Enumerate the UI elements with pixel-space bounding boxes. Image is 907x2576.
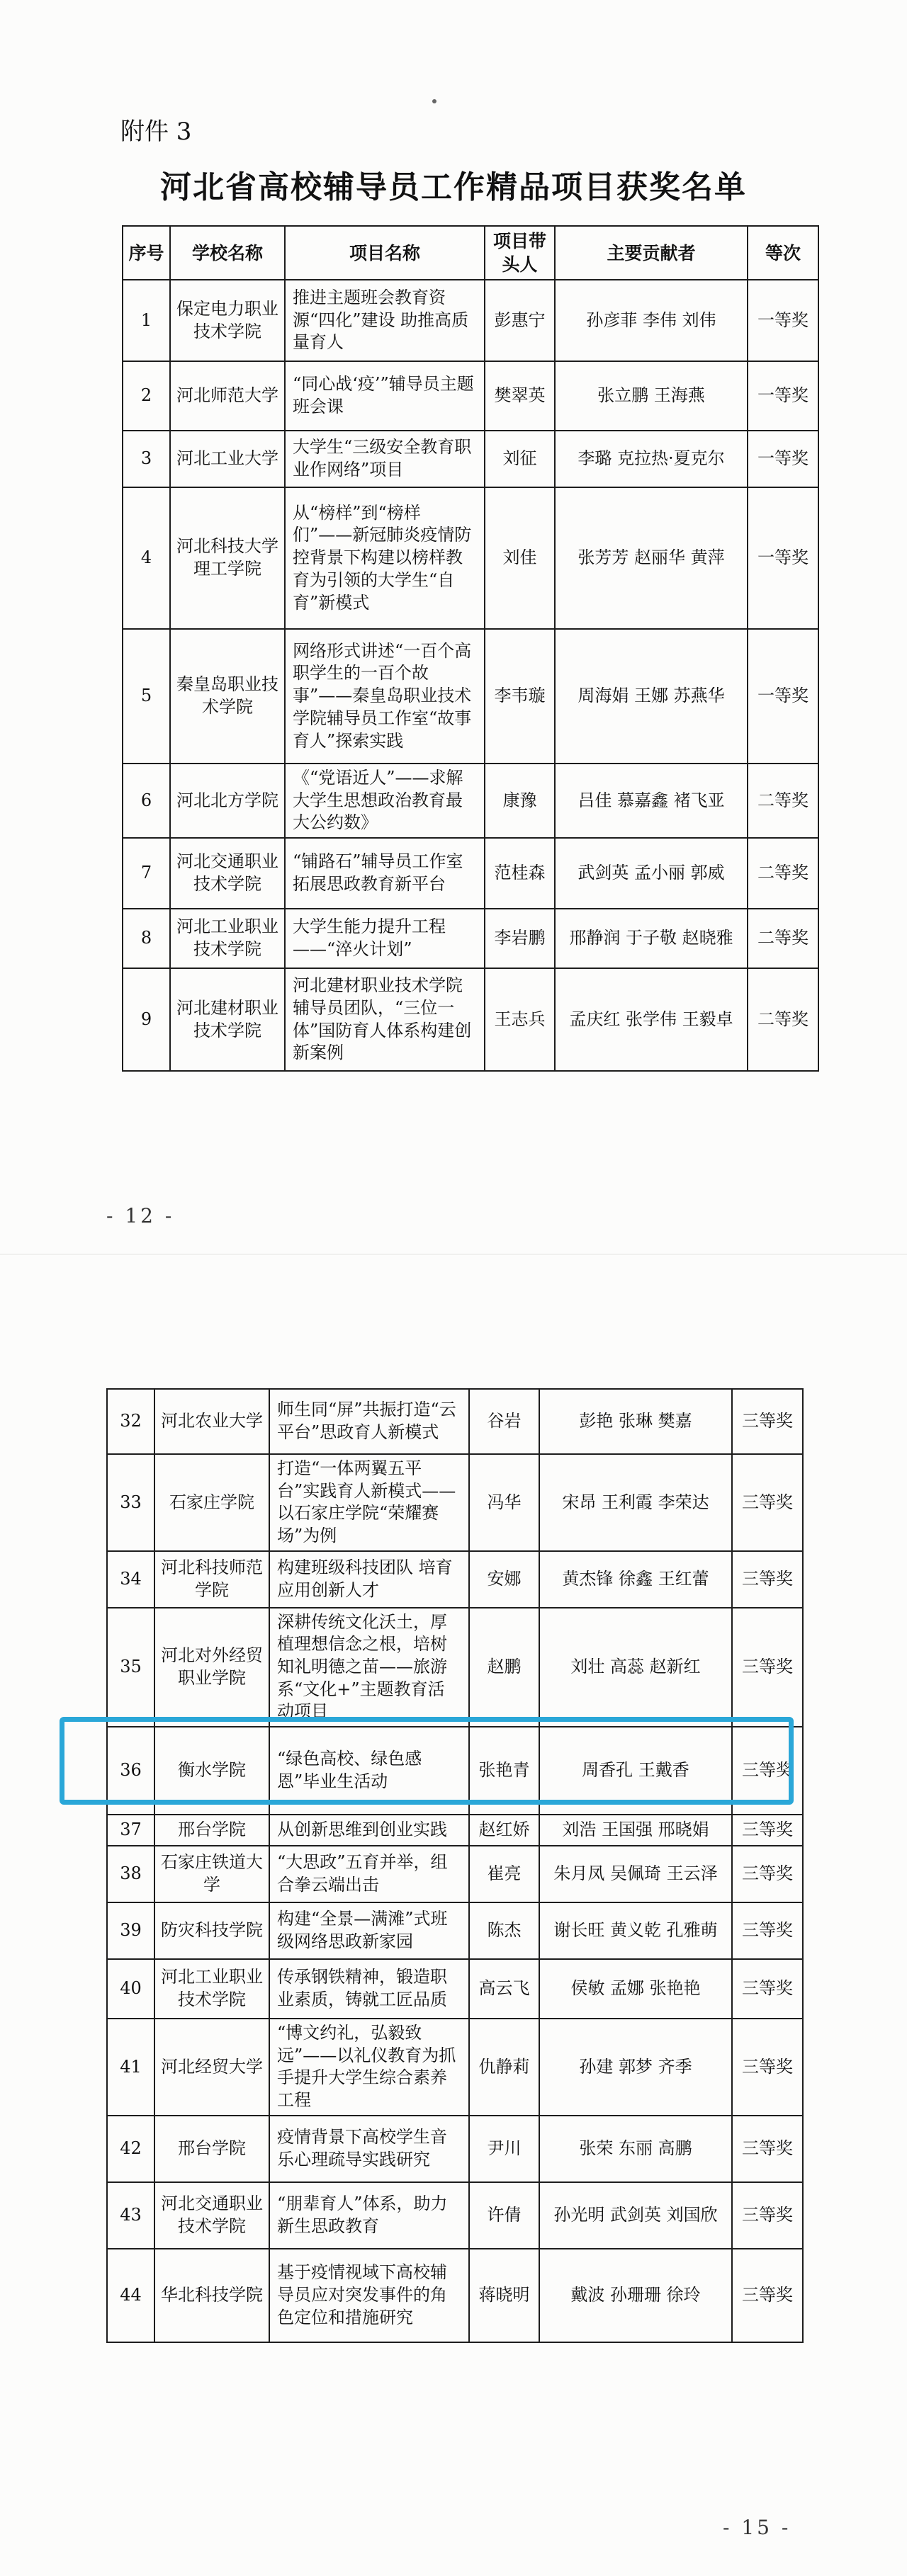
header-leader: 项目带头人 (485, 226, 555, 280)
cell-leader: 谷岩 (469, 1389, 539, 1454)
cell-no: 9 (123, 968, 170, 1071)
cell-contributors: 孙建 郭梦 齐季 (539, 2019, 732, 2116)
cell-contributors: 周海娟 王娜 苏燕华 (555, 629, 748, 764)
cell-no: 38 (107, 1846, 154, 1902)
table-row (107, 2182, 803, 2249)
cell-school: 河北科技大学理工学院 (170, 487, 285, 629)
cell-school: 石家庄铁道大学 (154, 1846, 269, 1902)
cell-no: 3 (123, 431, 170, 487)
table-row (123, 968, 818, 1071)
cell-contributors: 张荣 东丽 高鹏 (539, 2116, 732, 2182)
cell-rank: 三等奖 (732, 1846, 803, 1902)
cell-leader: 仇静莉 (469, 2019, 539, 2116)
header-rank: 等次 (748, 226, 818, 280)
cell-rank: 二等奖 (748, 968, 818, 1071)
cell-contributors: 吕佳 慕嘉鑫 褚飞亚 (555, 764, 748, 838)
cell-project: “博文约礼，弘毅致远”——以礼仪教育为抓手提升大学生综合素养工程 (269, 2019, 469, 2116)
table-row (123, 361, 818, 431)
cell-rank: 三等奖 (732, 1551, 803, 1608)
cell-project: 基于疫情视域下高校辅导员应对突发事件的角色定位和措施研究 (269, 2249, 469, 2342)
cell-no: 2 (123, 361, 170, 431)
cell-no: 1 (123, 280, 170, 361)
cell-rank: 一等奖 (748, 431, 818, 487)
cell-leader: 崔亮 (469, 1846, 539, 1902)
cell-rank: 一等奖 (748, 487, 818, 629)
cell-school: 石家庄学院 (154, 1454, 269, 1551)
cell-leader: 安娜 (469, 1551, 539, 1608)
table-row (107, 2249, 803, 2342)
cell-rank: 一等奖 (748, 629, 818, 764)
cell-school: 秦皇岛职业技术学院 (170, 629, 285, 764)
cell-contributors: 周香孔 王戴香 (539, 1727, 732, 1815)
table-row (107, 1608, 803, 1727)
cell-project: 大学生能力提升工程——“淬火计划” (285, 909, 485, 968)
cell-rank: 三等奖 (732, 1454, 803, 1551)
cell-leader: 高云飞 (469, 1959, 539, 2019)
table-row (123, 487, 818, 629)
cell-no: 42 (107, 2116, 154, 2182)
cell-contributors: 张芳芳 赵丽华 黄萍 (555, 487, 748, 629)
cell-contributors: 朱月凤 吴佩琦 王云泽 (539, 1846, 732, 1902)
cell-school: 华北科技学院 (154, 2249, 269, 2342)
cell-project: 河北建材职业技术学院辅导员团队，“三位一体”国防育人体系构建创新案例 (285, 968, 485, 1071)
cell-rank: 二等奖 (748, 909, 818, 968)
table-row (107, 1815, 803, 1846)
document-page-12 (0, 0, 907, 1254)
table-row (123, 629, 818, 764)
cell-contributors: 刘浩 王国强 邢晓娟 (539, 1815, 732, 1846)
cell-no: 7 (123, 838, 170, 909)
table-row (107, 2019, 803, 2116)
awards-table-page-12 (122, 225, 819, 1072)
cell-project: 师生同“屏”共振打造“云平台”思政育人新模式 (269, 1389, 469, 1454)
table-row (107, 1454, 803, 1551)
table-row (107, 2116, 803, 2182)
cell-leader: 李岩鹏 (485, 909, 555, 968)
cell-leader: 赵红娇 (469, 1815, 539, 1846)
cell-leader: 张艳青 (469, 1727, 539, 1815)
cell-rank: 三等奖 (732, 2116, 803, 2182)
table-row (107, 1902, 803, 1959)
cell-leader: 李韦璇 (485, 629, 555, 764)
cell-project: “大思政”五育并举，组合拳云端出击 (269, 1846, 469, 1902)
cell-rank: 一等奖 (748, 361, 818, 431)
cell-rank: 二等奖 (748, 838, 818, 909)
cell-school: 河北建材职业技术学院 (170, 968, 285, 1071)
header-contributors: 主要贡献者 (555, 226, 748, 280)
cell-rank: 三等奖 (732, 1608, 803, 1727)
cell-school: 河北农业大学 (154, 1389, 269, 1454)
cell-contributors: 孙彦菲 李伟 刘伟 (555, 280, 748, 361)
cell-leader: 刘佳 (485, 487, 555, 629)
cell-contributors: 张立鹏 王海燕 (555, 361, 748, 431)
cell-project: 打造“一体两翼五平台”实践育人新模式——以石家庄学院“荣耀赛场”为例 (269, 1454, 469, 1551)
cell-rank: 三等奖 (732, 2249, 803, 2342)
cell-no: 32 (107, 1389, 154, 1454)
table-row (107, 1959, 803, 2019)
page-number: - 12 - (106, 1204, 175, 1227)
cell-no: 6 (123, 764, 170, 838)
table-row (107, 1389, 803, 1454)
cell-no: 4 (123, 487, 170, 629)
cell-no: 5 (123, 629, 170, 764)
table-row (107, 1846, 803, 1902)
cell-rank: 三等奖 (732, 1815, 803, 1846)
cell-school: 河北交通职业技术学院 (154, 2182, 269, 2249)
cell-no: 33 (107, 1454, 154, 1551)
cell-no: 40 (107, 1959, 154, 2019)
cell-project: 网络形式讲述“一百个高职学生的一百个故事”——秦皇岛职业技术学院辅导员工作室“故事育人”探索实践 (285, 629, 485, 764)
cell-project: 《“党语近人”——求解大学生思想政治教育最大公约数》 (285, 764, 485, 838)
cell-contributors: 戴波 孙珊珊 徐玲 (539, 2249, 732, 2342)
cell-leader: 陈杰 (469, 1902, 539, 1959)
cell-contributors: 侯敏 孟娜 张艳艳 (539, 1959, 732, 2019)
cell-no: 35 (107, 1608, 154, 1727)
cell-project: 推进主题班会教育资源“四化”建设 助推高质量育人 (285, 280, 485, 361)
cell-leader: 范桂森 (485, 838, 555, 909)
cell-contributors: 刘壮 高蕊 赵新红 (539, 1608, 732, 1727)
document-title: 河北省高校辅导员工作精品项目获奖名单 (160, 169, 747, 205)
cell-school: 河北北方学院 (170, 764, 285, 838)
cell-leader: 樊翠英 (485, 361, 555, 431)
cell-no: 8 (123, 909, 170, 968)
cell-project: 构建班级科技团队 培育应用创新人才 (269, 1551, 469, 1608)
cell-no: 39 (107, 1902, 154, 1959)
cell-school: 衡水学院 (154, 1727, 269, 1815)
cell-school: 河北科技师范学院 (154, 1551, 269, 1608)
cell-contributors: 黄杰锋 徐鑫 王红蕾 (539, 1551, 732, 1608)
document-page-15 (0, 1254, 907, 2576)
cell-rank: 三等奖 (732, 1902, 803, 1959)
cell-school: 河北师范大学 (170, 361, 285, 431)
cell-project: 深耕传统文化沃土，厚植理想信念之根，培树知礼明德之苗——旅游系“文化+”主题教育活动项目 (269, 1608, 469, 1727)
cell-leader: 许倩 (469, 2182, 539, 2249)
cell-leader: 康豫 (485, 764, 555, 838)
cell-school: 河北对外经贸职业学院 (154, 1608, 269, 1727)
cell-project: 传承钢铁精神，锻造职业素质，铸就工匠品质 (269, 1959, 469, 2019)
cell-leader: 蒋晓明 (469, 2249, 539, 2342)
cell-school: 河北工业大学 (170, 431, 285, 487)
table-header-row (123, 226, 818, 280)
cell-contributors: 宋昂 王利霞 李荣达 (539, 1454, 732, 1551)
cell-project: “铺路石”辅导员工作室拓展思政教育新平台 (285, 838, 485, 909)
cell-school: 河北交通职业技术学院 (170, 838, 285, 909)
cell-project: 从创新思维到创业实践 (269, 1815, 469, 1846)
header-school: 学校名称 (170, 226, 285, 280)
cell-contributors: 邢静润 于子敬 赵晓雅 (555, 909, 748, 968)
cell-no: 36 (107, 1727, 154, 1815)
page-number: - 15 - (723, 2516, 791, 2539)
cell-school: 河北经贸大学 (154, 2019, 269, 2116)
table-row (123, 838, 818, 909)
cell-project: “同心战‘疫’”辅导员主题班会课 (285, 361, 485, 431)
cell-project: 从“榜样”到“榜样们”——新冠肺炎疫情防控背景下构建以榜样教育为引领的大学生“自育”新模式 (285, 487, 485, 629)
table-row (107, 1551, 803, 1608)
cell-leader: 冯华 (469, 1454, 539, 1551)
cell-no: 44 (107, 2249, 154, 2342)
cell-contributors: 孙光明 武剑英 刘国欣 (539, 2182, 732, 2249)
cell-school: 邢台学院 (154, 2116, 269, 2182)
cell-rank: 三等奖 (732, 1959, 803, 2019)
cell-project: “朋辈育人”体系，助力新生思政教育 (269, 2182, 469, 2249)
table-row (123, 431, 818, 487)
annex-label: 附件 3 (120, 118, 192, 146)
cell-leader: 尹川 (469, 2116, 539, 2182)
cell-contributors: 武剑英 孟小丽 郭威 (555, 838, 748, 909)
cell-contributors: 谢长旺 黄义乾 孔雅萌 (539, 1902, 732, 1959)
cell-project: 构建“全景—满滩”式班级网络思政新家园 (269, 1902, 469, 1959)
cell-rank: 二等奖 (748, 764, 818, 838)
table-row (123, 764, 818, 838)
highlight-box-row-36 (60, 1717, 794, 1805)
table-row (123, 280, 818, 361)
cell-rank: 三等奖 (732, 1389, 803, 1454)
cell-no: 41 (107, 2019, 154, 2116)
table-row (123, 909, 818, 968)
cell-project: 疫情背景下高校学生音乐心理疏导实践研究 (269, 2116, 469, 2182)
header-no: 序号 (123, 226, 170, 280)
cell-rank: 三等奖 (732, 2019, 803, 2116)
cell-leader: 彭惠宁 (485, 280, 555, 361)
scan-speck (432, 99, 436, 103)
cell-school: 河北工业职业技术学院 (170, 909, 285, 968)
cell-contributors: 孟庆红 张学伟 王毅卓 (555, 968, 748, 1071)
cell-project: “绿色高校、绿色感恩”毕业生活动 (269, 1727, 469, 1815)
cell-school: 防灾科技学院 (154, 1902, 269, 1959)
cell-no: 37 (107, 1815, 154, 1846)
cell-school: 河北工业职业技术学院 (154, 1959, 269, 2019)
cell-rank: 三等奖 (732, 2182, 803, 2249)
cell-contributors: 李璐 克拉热·夏克尔 (555, 431, 748, 487)
header-project: 项目名称 (285, 226, 485, 280)
cell-leader: 赵鹏 (469, 1608, 539, 1727)
cell-rank: 一等奖 (748, 280, 818, 361)
cell-rank: 三等奖 (732, 1727, 803, 1815)
cell-school: 保定电力职业技术学院 (170, 280, 285, 361)
cell-project: 大学生“三级安全教育职业作网络”项目 (285, 431, 485, 487)
cell-school: 邢台学院 (154, 1815, 269, 1846)
cell-no: 43 (107, 2182, 154, 2249)
cell-contributors: 彭艳 张琳 樊嘉 (539, 1389, 732, 1454)
cell-leader: 刘征 (485, 431, 555, 487)
cell-no: 34 (107, 1551, 154, 1608)
awards-table-page-15 (106, 1388, 804, 2343)
cell-leader: 王志兵 (485, 968, 555, 1071)
